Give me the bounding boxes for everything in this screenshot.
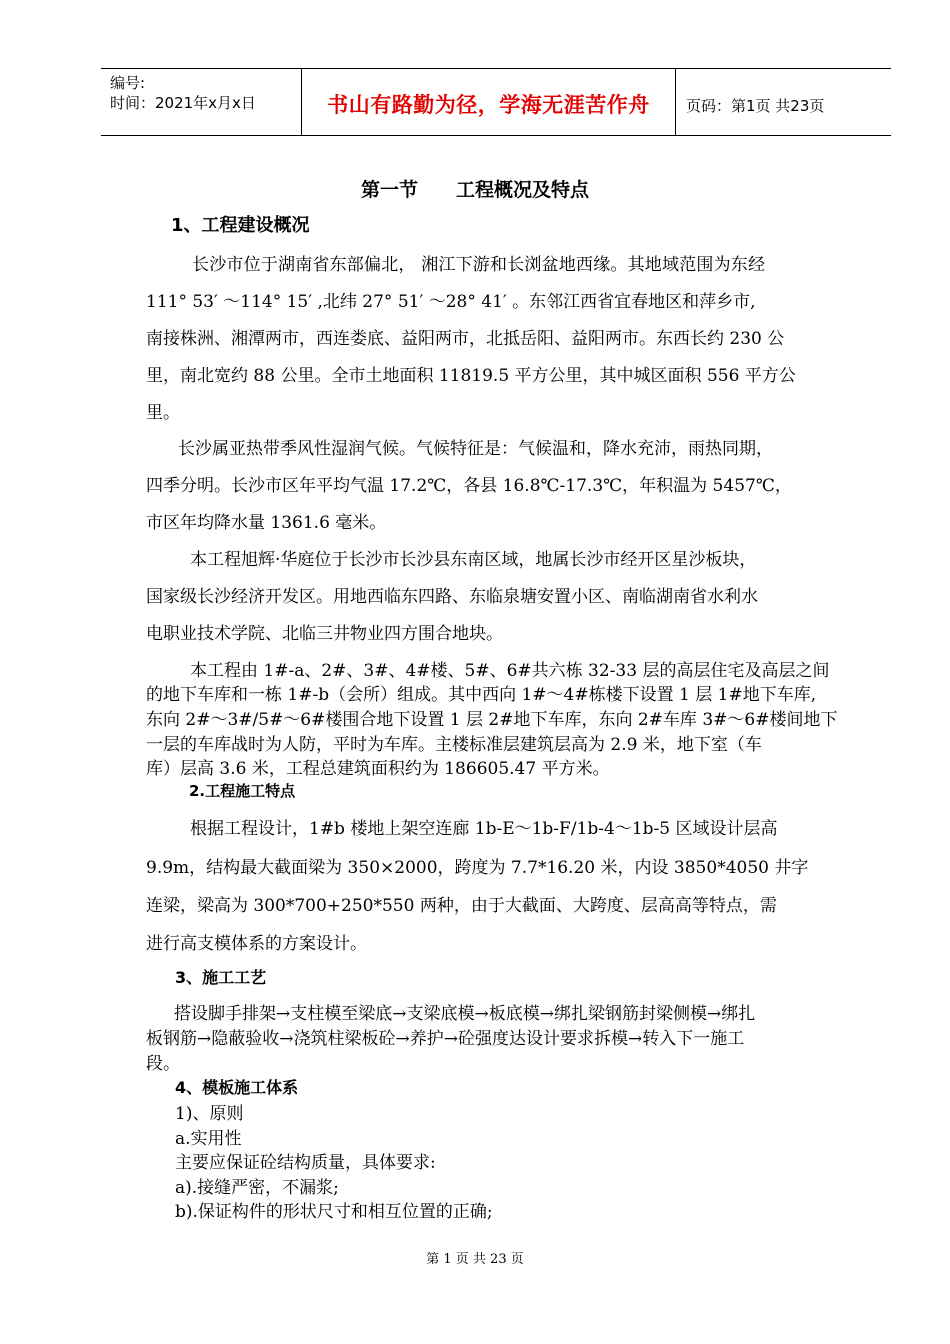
paragraph-line: 本工程由 1#-a、2#、3#、4#楼、5#、6#共六栋 32-33 层的高层住宅及高层之间 [190, 661, 830, 681]
paragraph-line: 东向 2#～3#/5#～6#楼围合地下设置 1 层 2#地下车库，东向 2#车库 3#～6#楼间地下 [146, 710, 838, 730]
paragraph-line: 搭设脚手排架→支柱模至梁底→支梁底模→板底模→绑扎梁钢筋封梁侧模→绑扎 [174, 1004, 756, 1024]
paragraph-line: 里，南北宽约 88 公里。全市土地面积 11819.5 平方公里，其中城区面积 556 平方公 [146, 366, 796, 386]
paragraph-line: 的地下车库和一栋 1#-b（会所）组成。其中西向 1#～4#栋楼下设置 1 层 1#地下车库, [146, 685, 817, 705]
paragraph-line: 111° 53′ ～114° 15′ ,北纬 27° 51′ ～28° 41′ 。东邻江西省宜春地区和萍乡市, [146, 292, 756, 312]
paragraph-line: 板钢筋→隐蔽验收→浇筑柱梁板砼→养护→砼强度达设计要求拆模→转入下一施工 [146, 1029, 745, 1049]
paragraph-line: 9.9m，结构最大截面梁为 350×2000，跨度为 7.7*16.20 米，内设 3850*4050 井字 [146, 858, 809, 878]
paragraph-line: 长沙属亚热带季风性湿润气候。气候特征是：气候温和，降水充沛，雨热同期， [178, 439, 773, 459]
header-slogan: 书山有路勤为径，学海无涯苦作舟 [302, 69, 676, 135]
heading-2: 2.工程施工特点 [189, 782, 296, 800]
paragraph-line: 市区年均降水量 1361.6 毫米。 [146, 513, 387, 533]
paragraph-line: 库）层高 3.6 米，工程总建筑面积约为 186605.47 平方米。 [146, 759, 610, 779]
paragraph-line: 四季分明。长沙市区年平均气温 17.2℃，各县 16.8℃-17.3℃，年积温为 5457℃， [146, 476, 792, 496]
paragraph-line: 本工程旭辉·华庭位于长沙市长沙县东南区域，地属长沙市经开区星沙板块， [190, 550, 757, 570]
paragraph-line: 一层的车库战时为人防，平时为车库。主楼标准层建筑层高为 2.9 米，地下室（车 [146, 735, 762, 755]
header-page-info: 页码：第1页 共23页 [686, 96, 825, 115]
paragraph-line: 电职业技术学院、北临三井物业四方围合地块。 [146, 624, 503, 644]
paragraph-line: 进行高支模体系的方案设计。 [146, 934, 367, 954]
heading-4: 4、模板施工体系 [175, 1078, 299, 1097]
paragraph-line: 连梁，梁高为 300*700+250*550 两种，由于大截面、大跨度、层高高等特点，需 [146, 896, 777, 916]
date-label: 时间：2021年x月x日 [110, 94, 256, 112]
paragraph-line: 1)、原则 [175, 1104, 244, 1124]
paragraph-line: 段。 [146, 1054, 180, 1074]
heading-3: 3、施工工艺 [175, 968, 267, 987]
section-title: 第一节 工程概况及特点 [360, 179, 589, 201]
paragraph-line: a.实用性 [175, 1129, 242, 1149]
paragraph-line: 里。 [146, 403, 180, 423]
paragraph-line: 南接株洲、湘潭两市，西连娄底、益阳两市，北抵岳阳、益阳两市。东西长约 230 公 [146, 329, 785, 349]
paragraph-line: 国家级长沙经济开发区。用地西临东四路、东临泉塘安置小区、南临湖南省水利水 [146, 587, 758, 607]
paragraph-line: 长沙市位于湖南省东部偏北， 湘江下游和长浏盆地西缘。其地域范围为东经 [192, 255, 766, 275]
paragraph-line: a).接缝严密，不漏浆; [175, 1178, 339, 1198]
paragraph-line: 根据工程设计，1#b 楼地上架空连廊 1b-E～1b-F/1b-4～1b-5 区域设计层高 [190, 819, 778, 839]
number-label: 编号: [110, 74, 146, 92]
paragraph-line: 主要应保证砼结构质量，具体要求: [175, 1153, 436, 1173]
page-footer: 第 1 页 共 23 页 [426, 1252, 524, 1267]
paragraph-line: b).保证构件的形状尺寸和相互位置的正确; [175, 1202, 493, 1222]
heading-1: 1、工程建设概况 [171, 215, 310, 236]
